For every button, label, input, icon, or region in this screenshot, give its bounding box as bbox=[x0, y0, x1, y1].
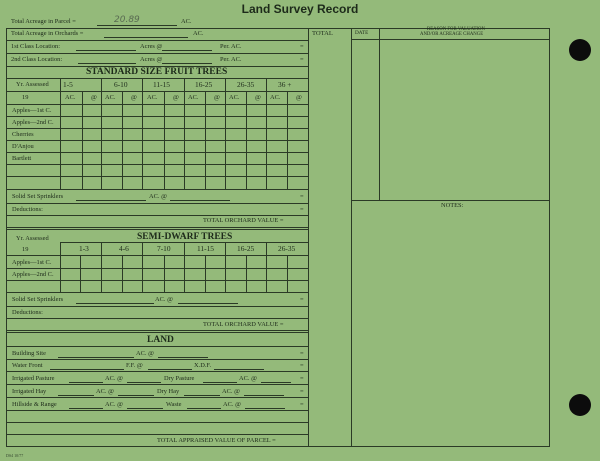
std-age-6: 36 + bbox=[278, 80, 292, 89]
dry-hay-line[interactable] bbox=[184, 395, 220, 396]
row-line-double bbox=[6, 332, 308, 333]
std-age-3: 11-15 bbox=[153, 80, 170, 89]
semi-age-1: 1-3 bbox=[79, 244, 89, 253]
semi-total-orchard-value: TOTAL ORCHARD VALUE = bbox=[203, 321, 284, 328]
total-acreage-parcel-label: Total Acreage in Parcel = bbox=[11, 18, 76, 25]
irrigated-pasture-rate-line[interactable] bbox=[127, 382, 161, 383]
grid-col bbox=[101, 78, 102, 189]
building-site-label: Building Site bbox=[12, 350, 46, 357]
grid-col bbox=[246, 255, 247, 292]
grid-col bbox=[287, 255, 288, 292]
std-deductions-eq: = bbox=[300, 206, 304, 213]
total-col-right bbox=[351, 28, 352, 446]
grid-col bbox=[184, 78, 185, 189]
row-line bbox=[6, 40, 308, 41]
std-sprinklers-rate-line[interactable] bbox=[170, 200, 230, 201]
reason-header-2: AND/OR ACREAGE CHANGE bbox=[420, 32, 484, 37]
semi-sprinklers-label: Solid Set Sprinklers bbox=[12, 296, 64, 303]
frame-bottom bbox=[6, 446, 550, 447]
irrigated-hay-ac-at: AC. @ bbox=[96, 388, 114, 395]
grid-col bbox=[142, 242, 143, 292]
std-total-orchard-value: TOTAL ORCHARD VALUE = bbox=[203, 217, 284, 224]
right-header-line bbox=[351, 39, 549, 40]
date-column-header: DATE bbox=[355, 30, 369, 36]
semi-deductions-label: Deductions: bbox=[12, 309, 43, 316]
total-col-left bbox=[308, 28, 309, 446]
hillside-range-ac-at: AC. @ bbox=[105, 401, 123, 408]
row-line bbox=[6, 215, 308, 216]
total-appraised-value: TOTAL APPRAISED VALUE OF PARCEL = bbox=[157, 437, 276, 444]
water-front-xdf-line[interactable] bbox=[214, 369, 264, 370]
row-line bbox=[6, 410, 308, 411]
std-row-label: Bartlett bbox=[12, 155, 32, 162]
second-class-label: 2nd Class Location: bbox=[11, 56, 63, 63]
std-row-label: Apples—1st C. bbox=[12, 107, 52, 114]
row-line-double bbox=[6, 229, 308, 230]
row-line bbox=[6, 268, 308, 269]
semi-sprinklers-rate-line[interactable] bbox=[178, 303, 238, 304]
first-class-acres-at: Acres @ bbox=[140, 43, 163, 50]
grid-col bbox=[60, 78, 61, 189]
irrigated-hay-rate-line[interactable] bbox=[118, 395, 154, 396]
irrigated-pasture-label: Irrigated Pasture bbox=[12, 375, 55, 382]
land-section-title: LAND bbox=[147, 335, 174, 345]
first-class-label: 1st Class Location: bbox=[11, 43, 60, 50]
std-at-4: @ bbox=[214, 94, 220, 101]
grid-col bbox=[122, 91, 123, 189]
row-line bbox=[6, 176, 308, 177]
water-front-xdf: X.D.F. bbox=[194, 362, 212, 369]
hay-eq: = bbox=[300, 388, 304, 395]
semi-yr-assessed: Yr. Assessed bbox=[16, 235, 49, 242]
row-line bbox=[6, 91, 308, 92]
grid-col bbox=[225, 78, 226, 189]
grid-col bbox=[80, 255, 81, 292]
grid-col bbox=[225, 242, 226, 292]
std-at-3: @ bbox=[173, 94, 179, 101]
water-front-ff-at: F.F. @ bbox=[126, 362, 143, 369]
row-line bbox=[6, 53, 308, 54]
std-year-prefix: 19 bbox=[22, 94, 29, 101]
row-line bbox=[6, 227, 308, 228]
irrigated-pasture-ac-at: AC. @ bbox=[105, 375, 123, 382]
parcel-ac-label: AC. bbox=[181, 18, 192, 25]
irrigated-hay-label: Irrigated Hay bbox=[12, 388, 47, 395]
grid-col bbox=[287, 91, 288, 189]
row-line bbox=[6, 189, 308, 190]
std-deductions-label: Deductions: bbox=[12, 206, 43, 213]
total-acreage-orchards-label: Total Acreage in Orchards = bbox=[11, 30, 84, 37]
building-site-ac-at: AC. @ bbox=[136, 350, 154, 357]
row-line bbox=[6, 255, 308, 256]
std-yr-assessed: Yr. Assessed bbox=[16, 81, 49, 88]
first-class-rate-line[interactable] bbox=[162, 50, 212, 51]
std-ac-3: AC. bbox=[147, 94, 158, 101]
semi-age-6: 26-35 bbox=[278, 244, 296, 253]
grid-col bbox=[266, 242, 267, 292]
semi-sprinklers-line[interactable] bbox=[76, 303, 154, 304]
semi-row-label: Apples—2nd C. bbox=[12, 271, 54, 278]
std-at-1: @ bbox=[91, 94, 97, 101]
std-age-2: 6-10 bbox=[114, 80, 128, 89]
punch-hole-bottom bbox=[569, 394, 591, 416]
dry-pasture-rate-line[interactable] bbox=[261, 382, 291, 383]
waste-rate-line[interactable] bbox=[245, 408, 285, 409]
waste-line[interactable] bbox=[187, 408, 221, 409]
std-ac-6: AC. bbox=[270, 94, 281, 101]
row-line bbox=[6, 359, 308, 360]
std-sprinklers-line[interactable] bbox=[76, 200, 146, 201]
total-column-header: TOTAL bbox=[312, 30, 333, 37]
building-site-rate-line[interactable] bbox=[158, 357, 208, 358]
irrigated-hay-line[interactable] bbox=[58, 395, 94, 396]
grid-col bbox=[122, 255, 123, 292]
std-ac-1: AC. bbox=[65, 94, 76, 101]
frame-right bbox=[549, 28, 550, 447]
semi-age-4: 11-15 bbox=[197, 244, 214, 253]
row-line bbox=[6, 371, 308, 372]
grid-col bbox=[205, 91, 206, 189]
hillside-range-rate-line[interactable] bbox=[127, 408, 163, 409]
dry-pasture-ac-at: AC. @ bbox=[239, 375, 257, 382]
row-line bbox=[6, 280, 308, 281]
std-ac-4: AC. bbox=[188, 94, 199, 101]
row-line bbox=[6, 422, 308, 423]
form-title: Land Survey Record bbox=[241, 2, 359, 16]
row-line bbox=[6, 116, 308, 117]
row-line bbox=[6, 104, 308, 105]
water-front-rate-line[interactable] bbox=[148, 369, 192, 370]
semi-age-5: 16-25 bbox=[237, 244, 255, 253]
second-class-per-ac: Per. AC. bbox=[220, 56, 242, 63]
std-row-label: D'Anjou bbox=[12, 143, 34, 150]
row-line bbox=[6, 78, 308, 79]
std-sprinklers-label: Solid Set Sprinklers bbox=[12, 193, 64, 200]
row-line bbox=[6, 434, 308, 435]
grid-col bbox=[164, 255, 165, 292]
irrigated-pasture-line[interactable] bbox=[69, 382, 103, 383]
water-front-line[interactable] bbox=[50, 369, 124, 370]
first-class-line[interactable] bbox=[76, 50, 136, 51]
hillside-range-label: Hillside & Range bbox=[12, 401, 57, 408]
form-code: DS4 10/77 bbox=[6, 453, 24, 458]
std-at-5: @ bbox=[255, 94, 261, 101]
grid-col bbox=[205, 255, 206, 292]
grid-col bbox=[60, 242, 61, 292]
row-line bbox=[6, 292, 308, 293]
semi-age-2: 4-6 bbox=[119, 244, 129, 253]
orchards-acreage-line[interactable] bbox=[104, 37, 188, 38]
waste-label: Waste bbox=[166, 401, 182, 408]
dry-hay-ac-at: AC. @ bbox=[222, 388, 240, 395]
dry-pasture-label: Dry Pasture bbox=[164, 375, 195, 382]
row-line bbox=[6, 384, 308, 385]
row-line bbox=[6, 128, 308, 129]
date-col-right bbox=[379, 28, 380, 200]
second-class-rate-line[interactable] bbox=[162, 63, 212, 64]
parcel-acreage-line[interactable] bbox=[97, 25, 177, 26]
semi-row-label: Apples—1st C. bbox=[12, 259, 52, 266]
row-line bbox=[6, 140, 308, 141]
orchards-ac-label: AC. bbox=[193, 30, 204, 37]
pasture-eq: = bbox=[300, 375, 304, 382]
waste-ac-at: AC. @ bbox=[223, 401, 241, 408]
std-age-1: 1-5 bbox=[63, 80, 73, 89]
row-line bbox=[6, 346, 308, 347]
hillside-eq: = bbox=[300, 401, 304, 408]
semi-section-title: SEMI-DWARF TREES bbox=[137, 232, 233, 242]
water-front-eq: = bbox=[300, 362, 304, 369]
grid-col bbox=[266, 78, 267, 189]
dry-hay-label: Dry Hay bbox=[157, 388, 180, 395]
first-class-per-ac: Per. AC. bbox=[220, 43, 242, 50]
second-class-acres-at: Acres @ bbox=[140, 56, 163, 63]
grid-col bbox=[184, 242, 185, 292]
std-age-5: 26-35 bbox=[237, 80, 255, 89]
std-ac-5: AC. bbox=[229, 94, 240, 101]
hillside-range-line[interactable] bbox=[69, 408, 103, 409]
row-line bbox=[6, 330, 308, 331]
second-class-eq: = bbox=[300, 56, 304, 63]
row-line bbox=[6, 152, 308, 153]
semi-year-prefix: 19 bbox=[22, 246, 29, 253]
semi-sprinklers-ac-at: AC. @ bbox=[155, 296, 173, 303]
row-line bbox=[6, 397, 308, 398]
row-line bbox=[6, 164, 308, 165]
semi-sprinklers-eq: = bbox=[300, 296, 304, 303]
first-class-eq: = bbox=[300, 43, 304, 50]
std-at-6: @ bbox=[296, 94, 302, 101]
grid-col bbox=[82, 91, 83, 189]
row-line bbox=[6, 318, 308, 319]
row-line bbox=[6, 306, 308, 307]
dry-hay-rate-line[interactable] bbox=[244, 395, 284, 396]
building-site-line[interactable] bbox=[58, 357, 134, 358]
building-site-eq: = bbox=[300, 350, 304, 357]
grid-col bbox=[246, 91, 247, 189]
std-sprinklers-eq: = bbox=[300, 193, 304, 200]
second-class-line[interactable] bbox=[78, 63, 136, 64]
parcel-acreage-value: 20.89 bbox=[114, 15, 140, 25]
std-row-label: Apples—2nd C. bbox=[12, 119, 54, 126]
notes-label: NOTES: bbox=[441, 202, 464, 209]
dry-pasture-line[interactable] bbox=[203, 382, 237, 383]
water-front-label: Water Front bbox=[12, 362, 43, 369]
std-ac-2: AC. bbox=[105, 94, 116, 101]
std-age-4: 16-25 bbox=[195, 80, 213, 89]
punch-hole-top bbox=[569, 39, 591, 61]
grid-col bbox=[101, 242, 102, 292]
standard-section-title: STANDARD SIZE FRUIT TREES bbox=[86, 67, 228, 77]
grid-col bbox=[142, 78, 143, 189]
reason-header: REASON FOR VALUATION bbox=[427, 27, 485, 32]
std-row-label: Cherries bbox=[12, 131, 34, 138]
semi-age-3: 7-10 bbox=[157, 244, 171, 253]
std-at-2: @ bbox=[131, 94, 137, 101]
row-line bbox=[6, 203, 308, 204]
grid-col bbox=[164, 91, 165, 189]
notes-top-line bbox=[351, 200, 549, 201]
std-sprinklers-ac-at: AC. @ bbox=[149, 193, 167, 200]
